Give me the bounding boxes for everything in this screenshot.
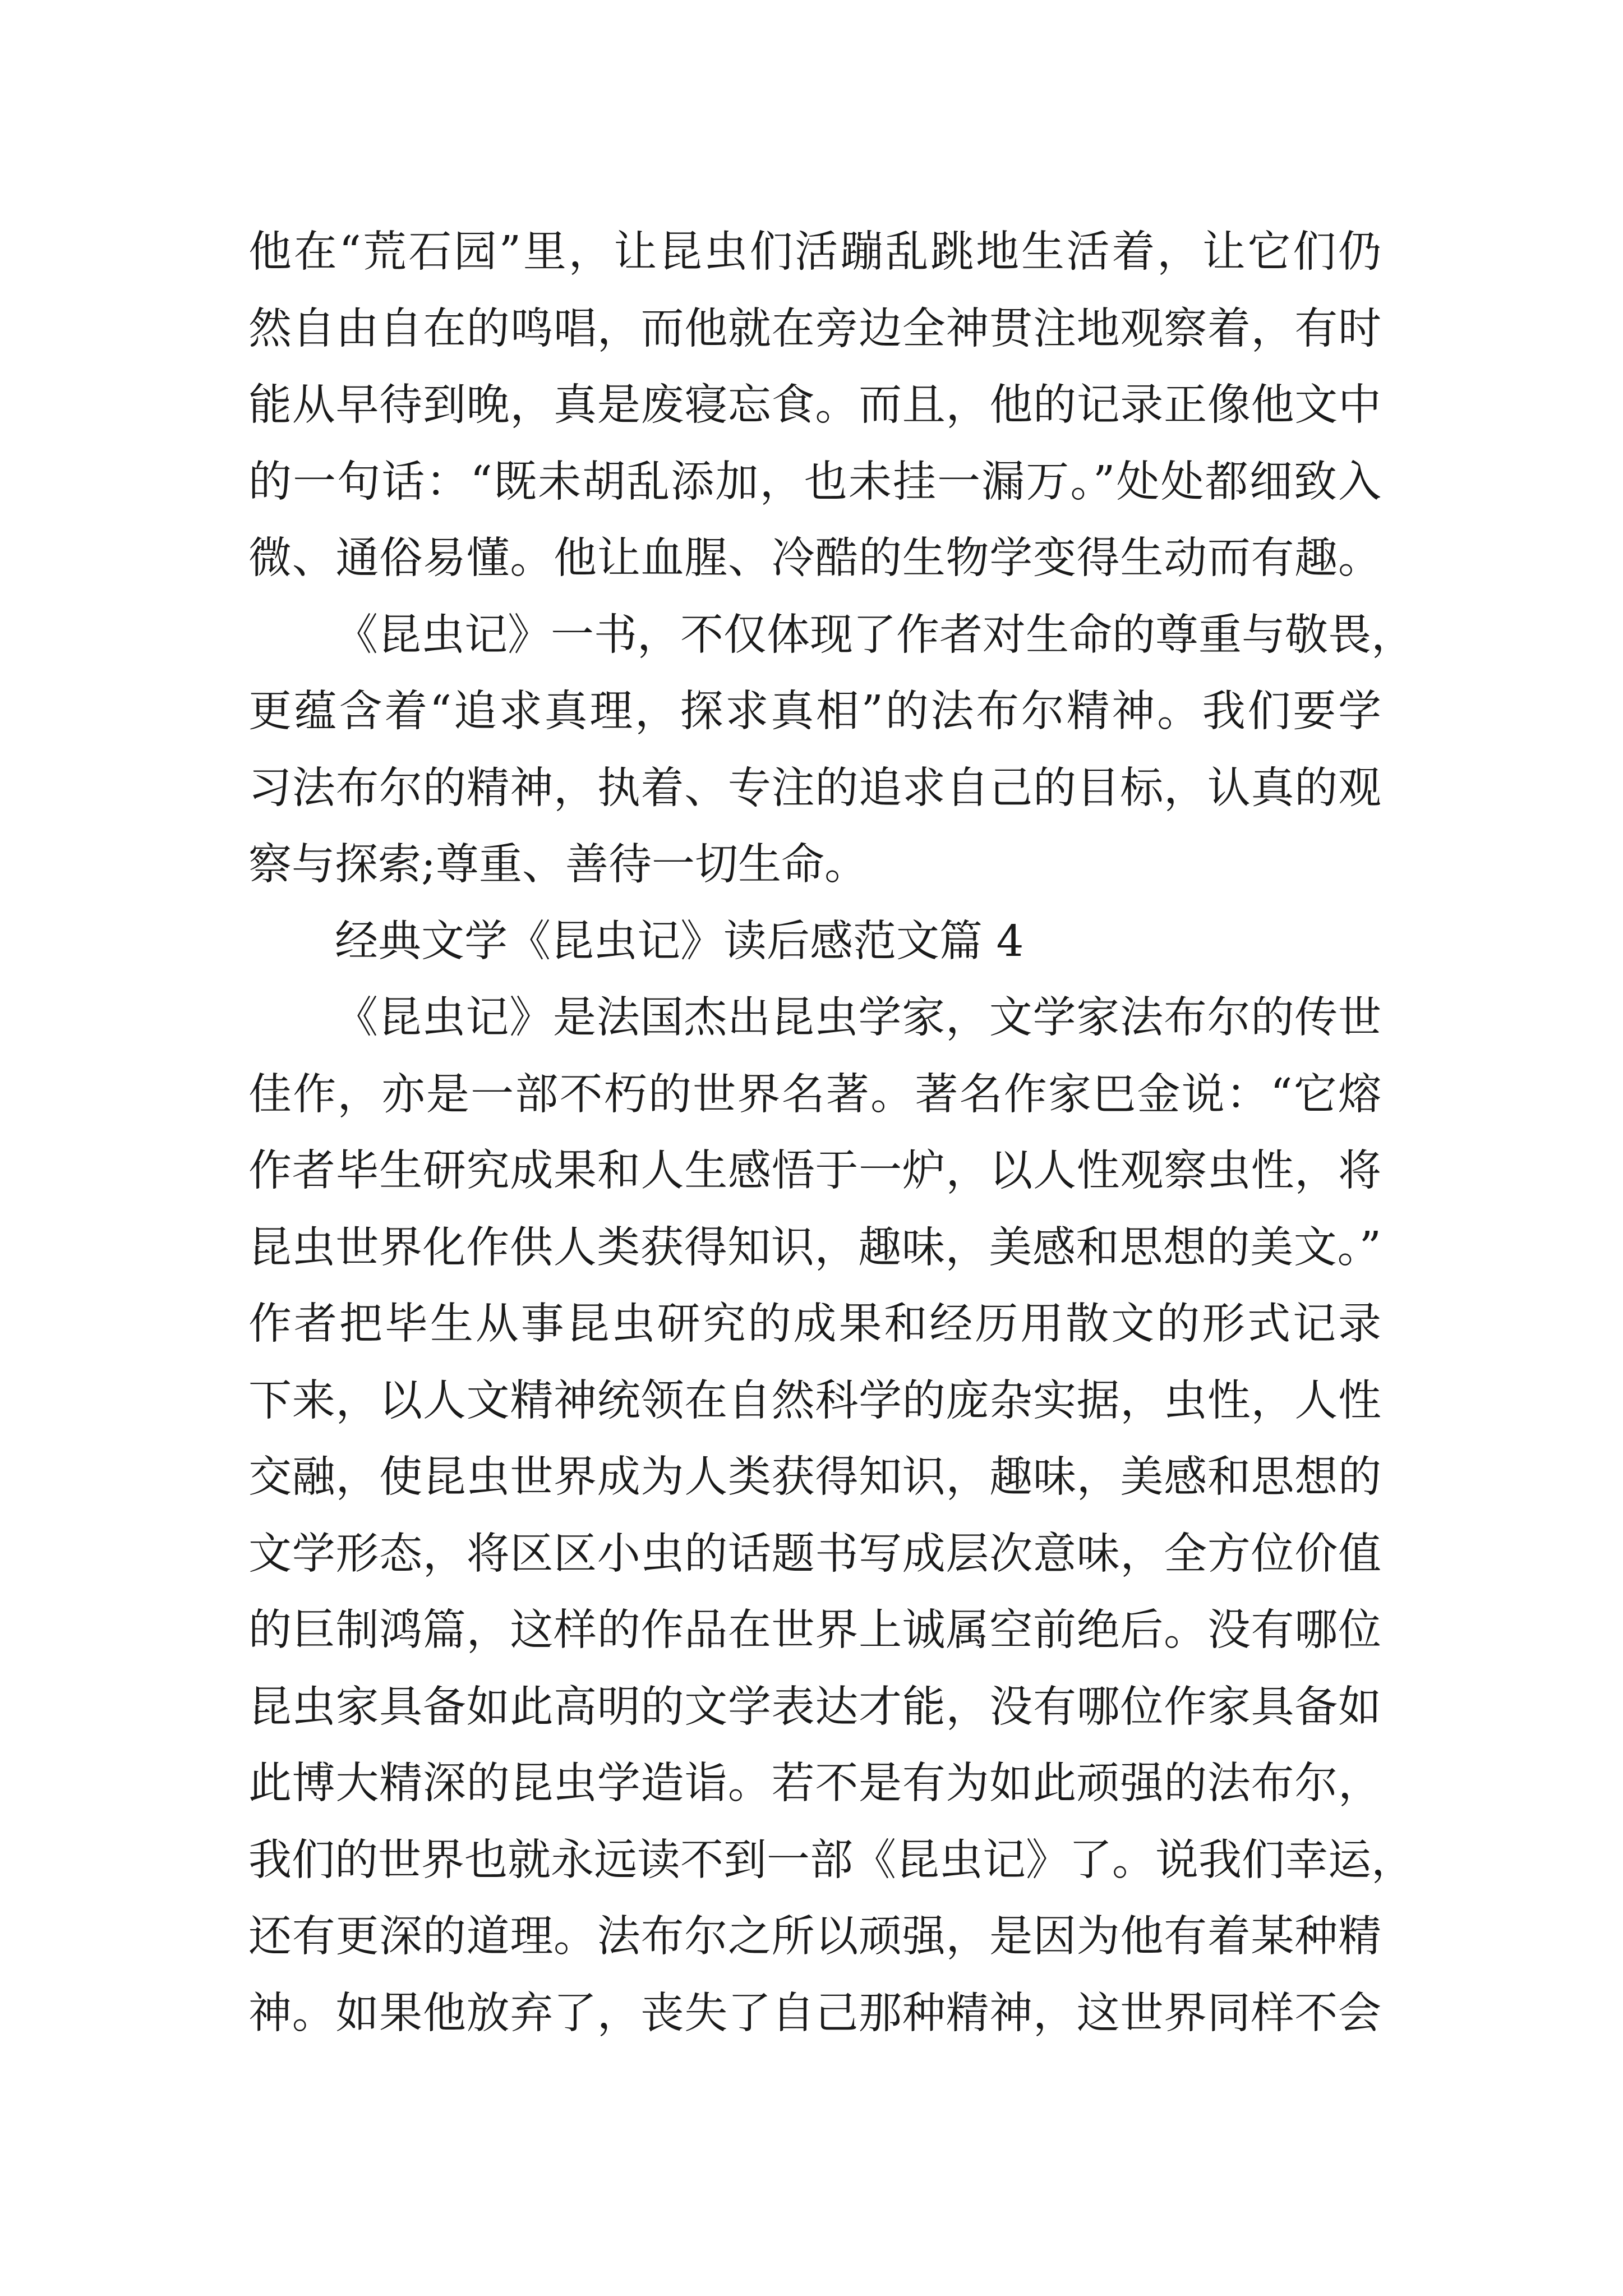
text-line: 神。如果他放弃了，丧失了自己那种精神，这世界同样不会	[248, 1988, 1381, 2039]
paragraph	[248, 980, 1414, 2052]
text-line: 的一句话：“既未胡乱添加，也未挂一漏万。”处处都细致入	[248, 457, 1381, 507]
text-line: 然自由自在的鸣唱，而他就在旁边全神贯注地观察着，有时	[248, 303, 1381, 354]
text-line: 下来，以人文精神统领在自然科学的庞杂实据，虫性，人性	[248, 1375, 1381, 1426]
text-line: 此博大精深的昆虫学造诣。若不是有为如此顽强的法布尔，	[248, 1759, 1381, 1809]
text-line: 能从早待到晚，真是废寝忘食。而且，他的记录正像他文中	[248, 380, 1381, 430]
paragraph	[248, 597, 1414, 904]
text-line: 昆虫世界化作供人类获得知识，趣味，美感和思想的美文。”	[248, 1222, 1381, 1273]
document-body	[248, 214, 1414, 2052]
text-line: 昆虫家具备如此高明的文学表达才能，没有哪位作家具备如	[248, 1682, 1381, 1732]
text-line: 他在“荒石园”里，让昆虫们活蹦乱跳地生活着，让它们仍	[248, 227, 1381, 277]
text-line: 《昆虫记》一书，不仅体现了作者对生命的尊重与敬畏，	[335, 610, 1414, 660]
text-line: 《昆虫记》是法国杰出昆虫学家，文学家法布尔的传世	[335, 993, 1381, 1043]
text-line: 文学形态，将区区小虫的话题书写成层次意味，全方位价值	[248, 1529, 1381, 1579]
text-line: 的巨制鸿篇，这样的作品在世界上诚属空前绝后。没有哪位	[248, 1605, 1381, 1655]
text-line: 佳作，亦是一部不朽的世界名著。著名作家巴金说：“它熔	[248, 1069, 1381, 1120]
text-line: 我们的世界也就永远读不到一部《昆虫记》了。说我们幸运，	[248, 1835, 1414, 1885]
text-line: 还有更深的道理。法布尔之所以顽强，是因为他有着某种精	[248, 1912, 1381, 1962]
text-line: 交融，使昆虫世界成为人类获得知识，趣味，美感和思想的	[248, 1452, 1381, 1502]
heading-text: 经典文学《昆虫记》读后感范文篇 4	[335, 916, 1024, 967]
text-line: 更蕴含着“追求真理，探求真相”的法布尔精神。我们要学	[248, 687, 1381, 737]
text-line: 作者毕生研究成果和人生感悟于一炉，以人性观察虫性，将	[248, 1146, 1381, 1196]
text-line: 微、通俗易懂。他让血腥、冷酷的生物学变得生动而有趣。	[248, 533, 1381, 583]
text-line: 察与探索;尊重、善待一切生命。	[248, 840, 868, 890]
section-heading	[248, 904, 1381, 981]
text-line: 作者把毕生从事昆虫研究的成果和经历用散文的形式记录	[248, 1299, 1381, 1349]
paragraph	[248, 214, 1381, 597]
text-line: 习法布尔的精神，执着、专注的追求自己的目标，认真的观	[248, 763, 1381, 813]
